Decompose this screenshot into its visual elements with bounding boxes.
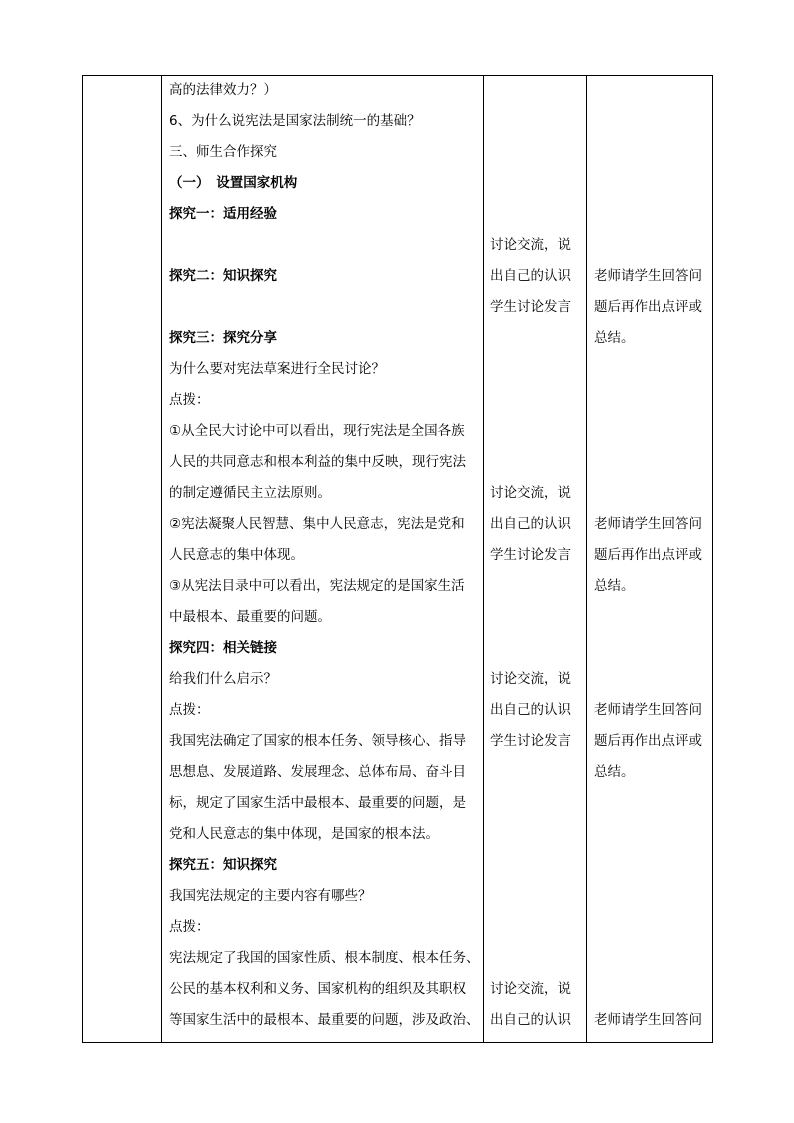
content-line: 人民意志的集中体现。 xyxy=(169,547,304,563)
content-line: 6、为什么说宪法是国家法制统一的基础？ xyxy=(169,113,421,129)
content-line: ②宪法凝聚人民智慧、集中人民意志，宪法是党和 xyxy=(169,516,465,532)
activity-line: 讨论交流，说 xyxy=(490,671,571,687)
activity-line: 学生讨论发言 xyxy=(490,299,571,315)
content-line: 探究一：适用经验 xyxy=(169,206,277,222)
activity-line: 讨论交流，说 xyxy=(490,237,571,253)
content-line: 点拨： xyxy=(169,702,210,718)
intent-line: 老师请学生回答问 xyxy=(594,268,702,284)
content-line: 人民的共同意志和根本利益的集中反映，现行宪法 xyxy=(169,454,466,470)
activity-line: 学生讨论发言 xyxy=(490,547,571,563)
content-line: 党和人民意志的集中体现，是国家的根本法。 xyxy=(169,826,439,842)
content-line: 探究五：知识探究 xyxy=(169,857,277,873)
content-line: ③从宪法目录中可以看出，宪法规定的是国家生活 xyxy=(169,578,465,594)
content-line: 给我们什么启示？ xyxy=(169,671,277,687)
intent-line: 总结。 xyxy=(594,578,635,594)
intent-line: 老师请学生回答问 xyxy=(594,516,702,532)
content-line: 标，规定了国家生活中最根本、最重要的问题，是 xyxy=(169,795,466,811)
content-line: 思想息、发展道路、发展理念、总体布局、奋斗目 xyxy=(169,764,466,780)
content-line: 为什么要对宪法草案进行全民讨论？ xyxy=(169,361,385,377)
content-line: 的制定遵循民主立法原则。 xyxy=(169,485,331,501)
content-line: 三、师生合作探究 xyxy=(169,144,277,160)
content-line: 点拨： xyxy=(169,919,210,935)
content-line: 我国宪法规定的主要内容有哪些？ xyxy=(169,888,372,904)
activity-line: 出自己的认识 xyxy=(490,516,571,532)
activity-line: 出自己的认识 xyxy=(490,1012,571,1028)
content-line: 等国家生活中的最根本、最重要的问题，涉及政治、 xyxy=(169,1012,480,1028)
activity-line: 出自己的认识 xyxy=(490,268,571,284)
content-line: 公民的基本权利和义务、国家机构的组织及其职权 xyxy=(169,981,466,997)
column-divider xyxy=(586,76,587,1042)
lesson-plan-table xyxy=(82,75,713,1043)
intent-line: 总结。 xyxy=(594,764,635,780)
content-line: ①从全民大讨论中可以看出，现行宪法是全国各族 xyxy=(169,423,465,439)
activity-line: 出自己的认识 xyxy=(490,702,571,718)
content-line: 探究二：知识探究 xyxy=(169,268,277,284)
column-divider xyxy=(483,76,484,1042)
content-line: 探究四：相关链接 xyxy=(169,640,277,656)
intent-line: 总结。 xyxy=(594,330,635,346)
content-line: 探究三：探究分享 xyxy=(169,330,277,346)
content-line: 宪法规定了我国的国家性质、根本制度、根本任务、 xyxy=(169,950,480,966)
content-line: 点拨： xyxy=(169,392,210,408)
content-line: 中最根本、最重要的问题。 xyxy=(169,609,331,625)
intent-line: 老师请学生回答问 xyxy=(594,702,702,718)
activity-line: 讨论交流，说 xyxy=(490,981,571,997)
intent-line: 老师请学生回答问 xyxy=(594,1012,702,1028)
column-divider xyxy=(161,76,162,1042)
intent-line: 题后再作出点评或 xyxy=(594,733,702,749)
intent-line: 题后再作出点评或 xyxy=(594,547,702,563)
activity-line: 学生讨论发言 xyxy=(490,733,571,749)
content-line: （一） 设置国家机构 xyxy=(169,175,298,191)
content-line: 我国宪法确定了国家的根本任务、领导核心、指导 xyxy=(169,733,466,749)
intent-line: 题后再作出点评或 xyxy=(594,299,702,315)
activity-line: 讨论交流，说 xyxy=(490,485,571,501)
content-line: 高的法律效力？） xyxy=(169,82,277,98)
